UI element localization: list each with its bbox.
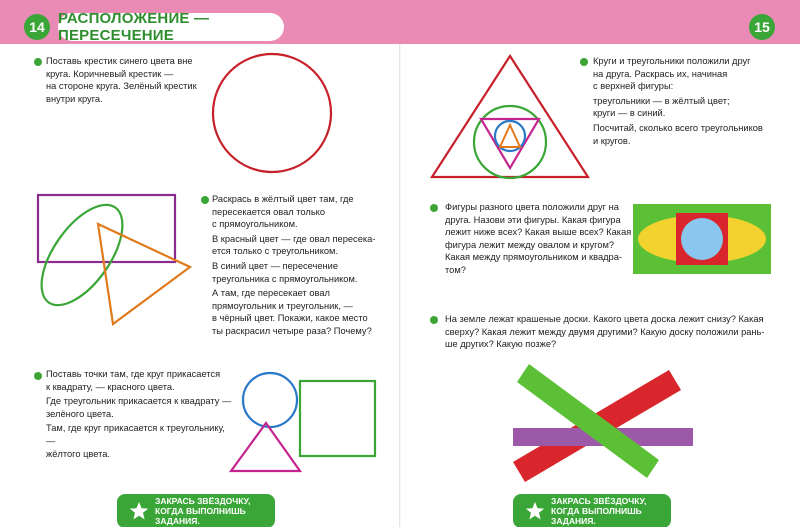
text-line: пересекается овал только	[212, 206, 326, 217]
task-oval-rect	[212, 193, 397, 340]
page-number-right: 15	[749, 14, 775, 40]
task-bullet	[430, 204, 438, 212]
text-line: прямоугольник и треугольник, —	[212, 300, 353, 311]
text-line: треугольника с прямоугольником.	[212, 273, 358, 284]
text-line: А там, где пересекает овал	[212, 288, 330, 299]
text-line: Фигуры разного цвета положили друг на	[445, 202, 619, 212]
text-line: друга. Назови эти фигуры. Какая фигура	[445, 214, 621, 225]
badge-text: ЗАКРАСЬ ЗВЁЗДОЧКУ,	[551, 496, 647, 506]
badge-text: КОГДА ВЫПОЛНИШЬ ЗАДАНИЯ.	[155, 506, 246, 526]
paragraph	[212, 260, 397, 285]
orange-triangle	[98, 224, 190, 324]
paragraph	[593, 122, 788, 147]
boards-picture	[503, 360, 698, 485]
red-circle	[213, 54, 331, 172]
star-icon[interactable]	[525, 501, 545, 521]
star-icon[interactable]	[129, 501, 149, 521]
text-line: Какая между прямоугольником и квадра-	[445, 252, 622, 263]
task-bullet	[430, 316, 438, 324]
text-line: на стороне круга. Зелёный крестик	[46, 81, 197, 92]
task-boards	[445, 313, 775, 351]
green-square	[300, 381, 375, 456]
text-line: ше других? Какую позже?	[445, 339, 557, 350]
text-line: внутри круга.	[46, 93, 103, 104]
paragraph	[46, 395, 236, 420]
text-line: Посчитай, сколько всего треугольников	[593, 122, 763, 133]
badge-text: КОГДА ВЫПОЛНИШЬ ЗАДАНИЯ.	[551, 506, 642, 526]
task-bullet	[201, 196, 209, 204]
text-line: с прямоугольником.	[212, 219, 298, 230]
text-line: Поставь точки там, где круг прикасается	[46, 369, 221, 379]
task-colored-figures	[445, 201, 645, 277]
light-blue-circle	[681, 218, 723, 260]
page-number-left: 14	[24, 14, 50, 40]
blue-circle	[243, 373, 297, 427]
task-bullet	[34, 58, 42, 66]
text-line: жёлтого цвета.	[46, 448, 111, 459]
task-nested	[593, 55, 788, 149]
text-line: том?	[445, 264, 466, 275]
text-line: В красный цвет — где овал пересека-	[212, 233, 376, 244]
text-line: к квадрату, — красного цвета.	[46, 381, 175, 392]
text-line: и кругов.	[593, 135, 631, 146]
star-badge-right	[513, 494, 671, 527]
green-oval	[26, 191, 138, 318]
text-line: на друга. Раскрась их, начиная	[593, 68, 728, 79]
text-line: в чёрный цвет. Покажи, какое место	[212, 313, 368, 324]
text-line: Там, где круг прикасается к треугольнику, —	[46, 423, 225, 446]
book-spine	[399, 44, 401, 527]
text-line: ется только с треугольником.	[212, 246, 339, 257]
nested-figure	[430, 52, 595, 182]
text-line: ты раскрасил четыре раза? Почему?	[212, 325, 372, 336]
paragraph	[46, 422, 236, 460]
text-line: сверху? Какая лежит между двумя другими? Какую доску положили рань-	[445, 326, 765, 337]
text-line: Раскрась в жёлтый цвет там, где	[212, 194, 354, 204]
task-bullet	[34, 372, 42, 380]
text-line: Где треугольник прикасается к квадрату —	[46, 396, 232, 407]
colored-figures-picture	[633, 204, 773, 276]
text-line: треугольники — в жёлтый цвет;	[593, 95, 730, 106]
text-line: В синий цвет — пересечение	[212, 260, 339, 271]
oval-rect-triangle-figure	[30, 190, 200, 330]
text-line: круга. Коричневый крестик —	[46, 68, 174, 79]
paragraph	[593, 95, 788, 120]
text-line: Круги и треугольники положили друг	[593, 56, 751, 66]
circle-square-triangle-figure	[228, 365, 378, 480]
task-cross-circle	[46, 55, 226, 105]
paragraph	[212, 193, 397, 231]
paragraph	[593, 55, 788, 93]
paragraph	[212, 233, 397, 258]
text-line: На земле лежат крашеные доски. Какого цвета доска лежит снизу? Какая	[445, 314, 764, 324]
paragraph	[46, 368, 236, 393]
task-bullet	[580, 58, 588, 66]
text-line: с верхней фигуры:	[593, 81, 674, 92]
text-line: круги — в синий.	[593, 108, 666, 119]
red-circle-figure	[200, 50, 350, 180]
paragraph	[212, 287, 397, 337]
text-line: зелёного цвета.	[46, 408, 114, 419]
page-title: РАСПОЛОЖЕНИЕ — ПЕРЕСЕЧЕНИЕ	[58, 13, 284, 41]
outer-red-triangle	[432, 56, 588, 177]
orange-triangle	[500, 125, 520, 147]
task-touch-points	[46, 368, 236, 462]
badge-text: ЗАКРАСЬ ЗВЁЗДОЧКУ,	[155, 496, 251, 506]
text-line: Поставь крестик синего цвета вне	[46, 56, 193, 66]
star-badge-left	[117, 494, 275, 527]
magenta-triangle	[231, 423, 300, 471]
text-line: фигура лежит между овалом и кругом?	[445, 239, 615, 250]
text-line: лежит ниже всех? Какая выше всех? Какая	[445, 227, 632, 238]
